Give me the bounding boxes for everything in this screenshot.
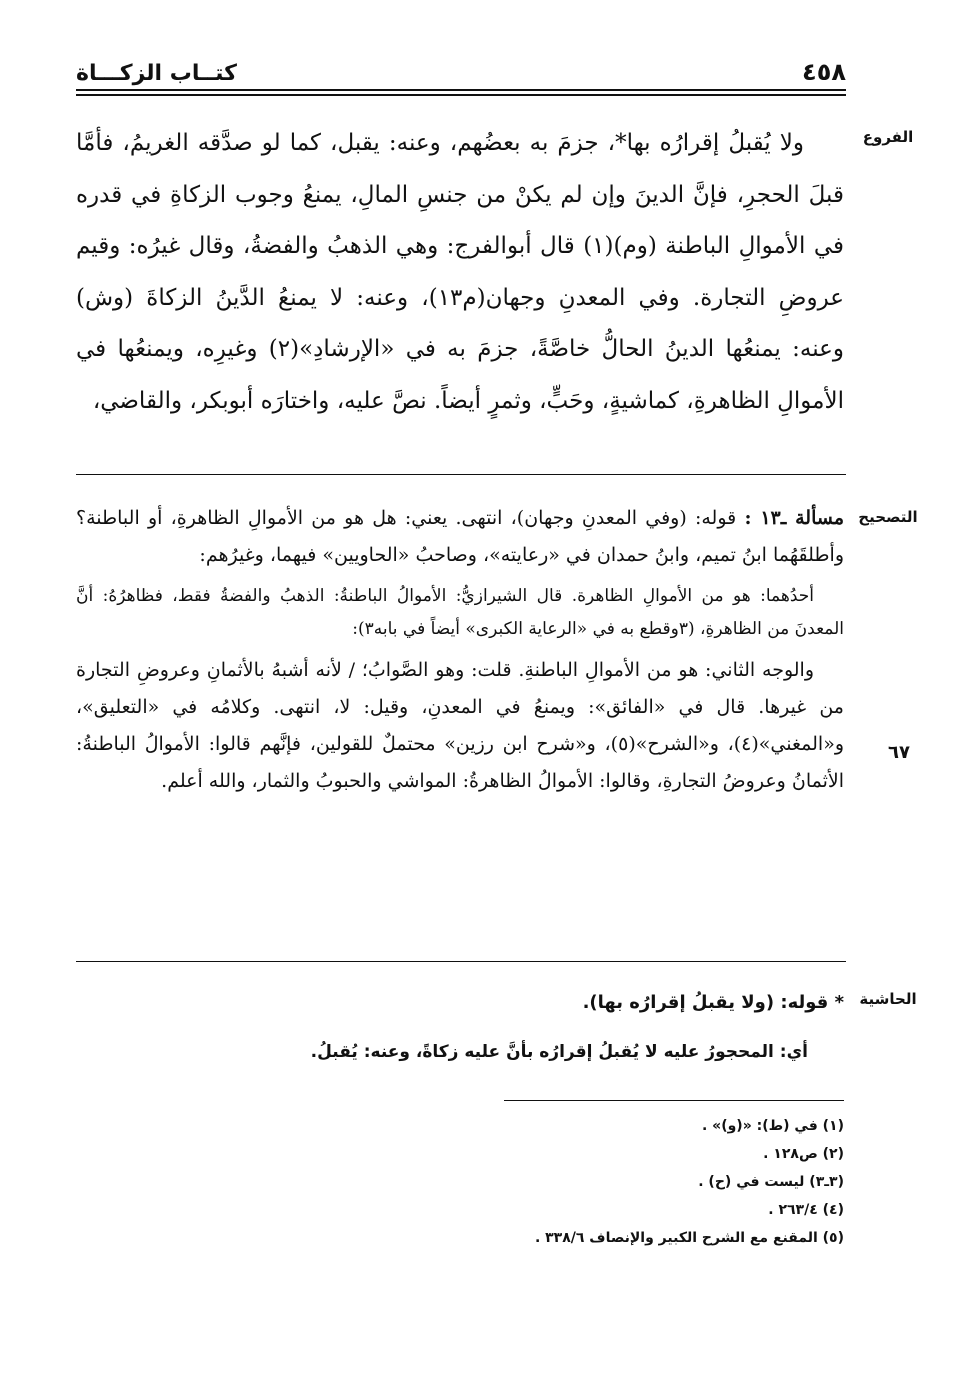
- tashih-paragraph-1: [76, 500, 844, 574]
- tashih-paragraph-3: والوجه الثاني: هو من الأموالِ الباطنةِ. قلت: وهو الصَّوابُ؛ / لأنه أشبهُ بالأثمانِ وعروضِ التجارة من غيرها. قال في «الفائق»: ويمنعُ في المعدنِ، وقيل: لا، انتهى. وكلامُه في «التعليق»، و«المغني»(٤)، و«الشرح»(٥)، و«شرح ابن رزين» محتملٌ للقولين، فإنَّهم قالوا: الأموالُ الباطنةُ: الأثمانُ وعروضُ التجارةِ، وقالوا: الأموالُ الظاهرةُ: المواشي والحبوبُ والثمار، والله أعلم.: [76, 659, 844, 792]
- manuscript-folio-number: ٦٧: [888, 742, 910, 763]
- hashiya-label: الحاشية: [859, 990, 917, 1008]
- hashiya-text: أي: المحجورُ عليه لا يُقبلُ إقرارُه بأنَّ عليه زكاةً، وعنه: يُقبلُ.: [310, 1042, 808, 1062]
- header-rule-bottom: [76, 94, 846, 96]
- footnote-2: (٢) ص١٢٨ .: [763, 1146, 844, 1162]
- tashih-label: التصحيح: [858, 508, 918, 526]
- hashiya-heading: * قوله: (ولا يقبلُ إقرارُه بها).: [582, 992, 844, 1013]
- issue-heading: مسألة ـ١٣ :: [744, 507, 844, 529]
- footnotes: [244, 1112, 844, 1252]
- running-title: كتــاب الزكـــاة: [76, 61, 237, 86]
- furu-text: ولا يُقبلُ إقرارُه بها*، جزمَ به بعضُهم، وعنه: يقبل، كما لو صدَّقه الغريمُ، فأمَّا قبلَ الحجرِ، فإنَّ الدينَ وإن لم يكنْ من جنسِ المالِ، يمنعُ وجوب الزكاةِ في قدره في الأموالِ الباطنة (وم)(١) قال أبوالفرج: وهي الذهبُ والفضةُ، وقال غيرُه: وقيم عروضِ التجارة. وفي المعدنِ وجهان(م١٣)، وعنه: لا يمنعُ الدَّينُ الزكاةَ (وش) وعنه: يمنعُها الدينُ الحالُّ خاصَّةً، جزمَ به في «الإرشادِ»(٢) وغيرِه، ويمنعُها في الأموالِ الظاهرةِ، كماشيةٍ، وحَبٍّ، وثمرٍ أيضاً. نصَّ عليه، واختارَه أبوبكر، والقاضي،: [76, 130, 845, 414]
- page-number: ٤٥٨: [802, 58, 846, 86]
- furu-label: الفروع: [862, 128, 914, 146]
- tashih-paragraph-2: أحدُهما: هو من الأموالِ الظاهرة. قال الشيرازيُّ: الأموالُ الباطنةُ: الذهبُ والفضةُ فقط، فظاهرُهُ: أنَّ المعدنَ من الظاهرةِ، (٣وقطع به في «الرعاية الكبرى» أيضاً في بابه٣):: [76, 586, 844, 639]
- footnote-4: (٤) ٢٦٣/٤ .: [768, 1202, 844, 1218]
- footnote-1: (١) في (ط): «(و)» .: [701, 1118, 844, 1134]
- tashih-section: [76, 500, 844, 800]
- footnote-3: (٣ـ٣) ليست في (ح) .: [698, 1174, 844, 1190]
- page-header: [76, 46, 846, 86]
- section-divider-2: [76, 961, 846, 962]
- header-rule-top: [76, 89, 846, 91]
- furu-section: [76, 118, 844, 428]
- section-divider-1: [76, 474, 846, 475]
- tashih-p1-text: قوله: (وفي المعدنِ وجهان)، انتهى. يعني: هل هو من الأموالِ الظاهرةِ، أو الباطنة؟ وأطلقَهُما ابنُ تميم، وابنُ حمدان في «رعايته»، وصاحبُ «الحاويين» فيهما، وغيرُهم:: [76, 507, 844, 566]
- footnote-rule: [504, 1100, 844, 1101]
- footnote-5: (٥) المقنع مع الشرح الكبير والإنصاف ٣٣٨/٦ .: [534, 1230, 844, 1246]
